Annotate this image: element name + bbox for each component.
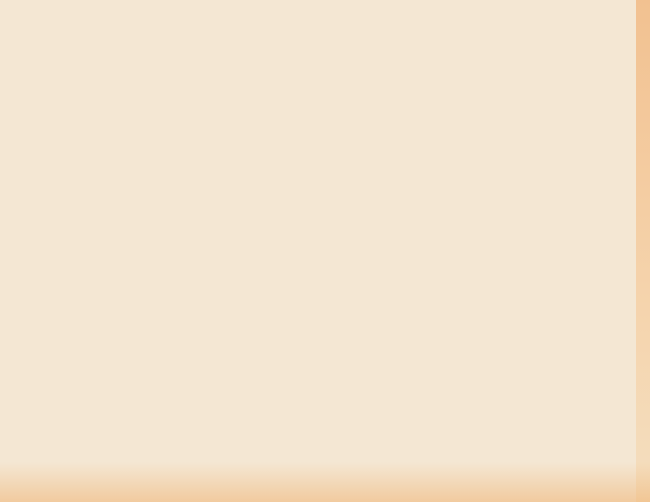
decorative-edge — [636, 0, 650, 502]
decorative-brush — [0, 462, 650, 502]
